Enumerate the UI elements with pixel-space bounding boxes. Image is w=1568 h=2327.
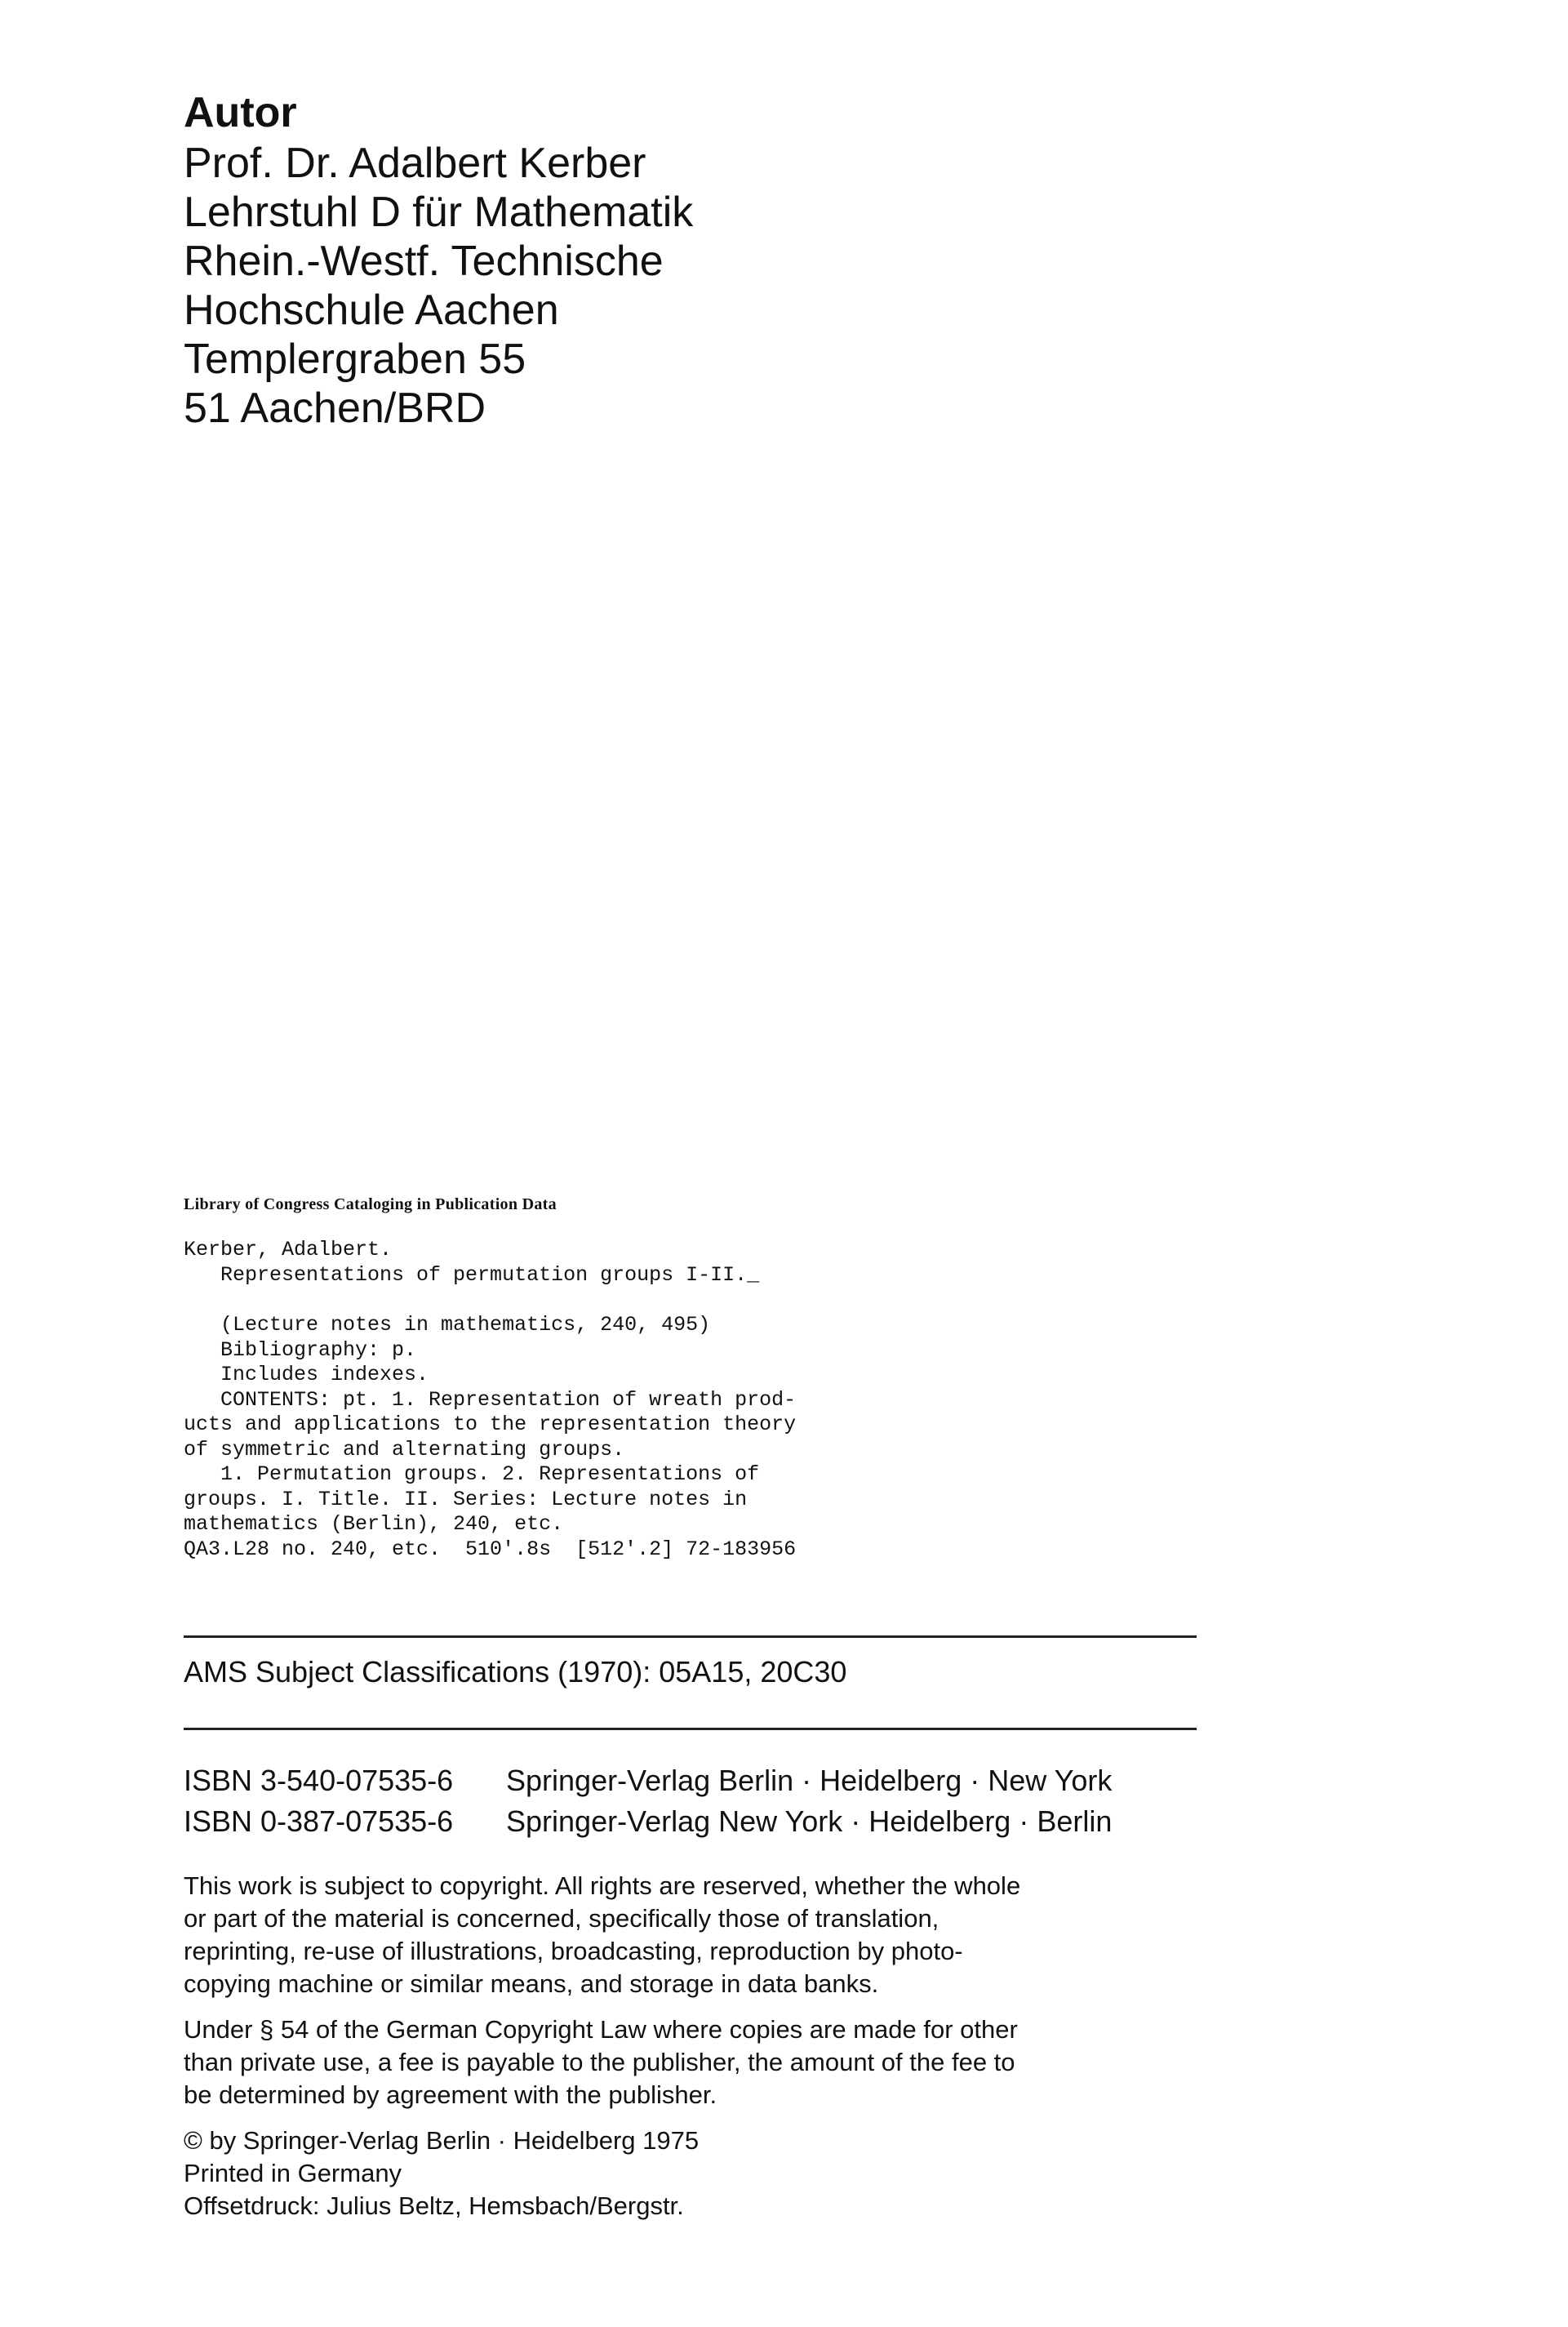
isbn-publisher: Springer-Verlag New York · Heidelberg · Berlin <box>506 1804 1113 1838</box>
cip-line: Includes indexes. <box>184 1363 429 1386</box>
author-street: Templergraben 55 <box>184 336 526 383</box>
isbn-block <box>184 1760 1112 1842</box>
cip-line: CONTENTS: pt. 1. Representation of wreath prod- <box>184 1387 797 1412</box>
copyright-notice <box>184 1870 1212 2000</box>
author-department: Lehrstuhl D für Mathematik <box>184 189 694 236</box>
copyright-line: reprinting, re-use of illustrations, broadcasting, reproduction by photo- <box>184 1937 963 1965</box>
author-institution-line-2: Hochschule Aachen <box>184 287 559 334</box>
isbn-publisher: Springer-Verlag Berlin · Heidelberg · New York <box>506 1764 1113 1797</box>
cip-line: Representations of permutation groups I-II._ <box>184 1262 760 1287</box>
cip-line: groups. I. Title. II. Series: Lecture notes in <box>184 1487 748 1511</box>
copyright-law-notice <box>184 2013 1212 2111</box>
printed-in: Printed in Germany <box>184 2159 402 2187</box>
isbn-number: ISBN 3-540-07535-6 <box>184 1764 454 1797</box>
isbn-row <box>184 1760 1112 1801</box>
copyright-line: This work is subject to copyright. All rights are reserved, whether the whole <box>184 1871 1021 1900</box>
cip-line: mathematics (Berlin), 240, etc. <box>184 1512 564 1536</box>
cip-line: 1. Permutation groups. 2. Representations of <box>184 1462 760 1486</box>
ams-classification: AMS Subject Classifications (1970): 05A15, 20C30 <box>184 1655 847 1689</box>
copyright-line: than private use, a fee is payable to the publisher, the amount of the fee to <box>184 2048 1015 2076</box>
cip-line: ucts and applications to the representation theory <box>184 1413 797 1436</box>
copyright-line: copying machine or similar means, and storage in data banks. <box>184 1969 879 1998</box>
cip-line: of symmetric and alternating groups. <box>184 1437 625 1462</box>
copyright-line: Under § 54 of the German Copyright Law where copies are made for other <box>184 2015 1018 2044</box>
copyright-line: be determined by agreement with the publisher. <box>184 2080 717 2109</box>
cip-blank-line <box>184 1288 1000 1313</box>
copyright-block <box>184 1870 1212 2222</box>
author-institution-line-1: Rhein.-Westf. Technische <box>184 238 664 285</box>
author-name: Prof. Dr. Adalbert Kerber <box>184 140 646 187</box>
author-heading: Autor <box>184 89 297 136</box>
cip-call-number-line: QA3.L28 no. 240, etc. 510'.8s [512'.2] 72-183956 <box>184 1537 797 1561</box>
printer: Offsetdruck: Julius Beltz, Hemsbach/Bergstr. <box>184 2191 684 2220</box>
cip-line: Bibliography: p. <box>184 1337 417 1362</box>
isbn-row <box>184 1801 1112 1842</box>
divider-top <box>184 1635 1197 1638</box>
author-block <box>184 88 1163 433</box>
author-city: 51 Aachen/BRD <box>184 385 486 432</box>
copyright-line: or part of the material is concerned, specifically those of translation, <box>184 1904 939 1933</box>
cip-title: Library of Congress Cataloging in Publication Data <box>184 1195 557 1213</box>
copyright-holder: © by Springer-Verlag Berlin · Heidelberg 1975 <box>184 2126 700 2155</box>
cip-line: (Lecture notes in mathematics, 240, 495) <box>184 1313 711 1337</box>
cip-record <box>184 1238 1000 1562</box>
isbn-number: ISBN 0-387-07535-6 <box>184 1804 454 1838</box>
cip-line: Kerber, Adalbert. <box>184 1238 393 1261</box>
divider-bottom <box>184 1728 1197 1730</box>
imprint <box>184 2125 1212 2222</box>
